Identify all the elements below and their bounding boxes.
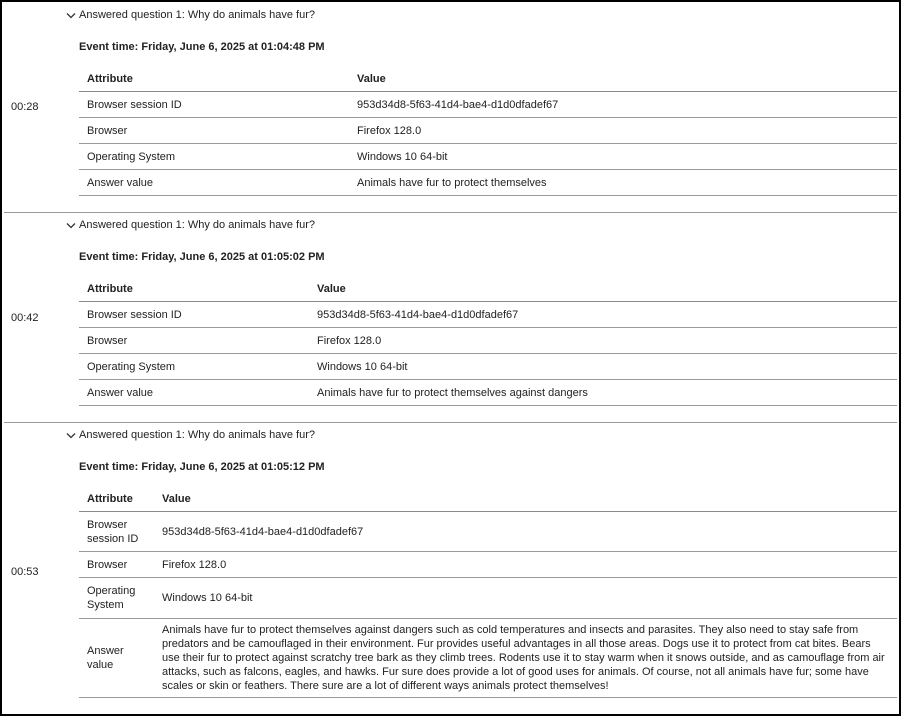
event-entry [4, 4, 897, 213]
attribute-cell: Browser session ID [79, 92, 349, 118]
table-row [79, 118, 897, 144]
attribute-column-header: Attribute [79, 276, 309, 302]
event-content [64, 4, 897, 196]
table-row [79, 380, 897, 406]
table-row [79, 354, 897, 380]
event-time: Event time: Friday, June 6, 2025 at 01:04:48 PM [79, 41, 325, 53]
value-cell: 953d34d8-5f63-41d4-bae4-d1d0dfadef67 [349, 92, 897, 118]
table-header-row [79, 486, 897, 512]
event-entry [4, 214, 897, 423]
elapsed-time: 00:28 [11, 101, 39, 113]
attribute-cell: Answer value [79, 619, 154, 698]
event-header-toggle[interactable] [64, 214, 897, 236]
attribute-column-header: Attribute [79, 486, 154, 512]
event-time: Event time: Friday, June 6, 2025 at 01:05:12 PM [79, 461, 325, 473]
value-column-header: Value [154, 486, 897, 512]
table-row [79, 170, 897, 196]
attribute-cell: Browser session ID [79, 302, 309, 328]
event-time: Event time: Friday, June 6, 2025 at 01:05:02 PM [79, 251, 325, 263]
attribute-cell: Browser [79, 118, 349, 144]
value-cell: Windows 10 64-bit [349, 144, 897, 170]
attribute-column-header: Attribute [79, 66, 349, 92]
table-row [79, 302, 897, 328]
value-cell: Firefox 128.0 [154, 552, 897, 578]
table-row [79, 619, 897, 698]
attribute-cell: Browser session ID [79, 512, 154, 552]
attribute-cell: Answer value [79, 170, 349, 196]
value-cell: Animals have fur to protect themselves against dangers such as cold temperatures and insects and parasites. They also need to stay safe from predators and be camouflaged in their environment. Fur provides useful advantages in all those areas. Dogs use it to protect from cat bites. Bears use their fur to protect against scratchy tree bark as they climb trees. Rodents use it to stay warm when it snows outside, and as camouflage from air attacks, such as falcons, eagles, and hawks. Fur sure does provide a lot of good uses for animals. Of course, not all animals have fur; some have scales or skin or feathers. There sure are a lot of different ways animals protect themselves! [154, 619, 897, 698]
table-row [79, 92, 897, 118]
event-title: Answered question 1: Why do animals have fur? [79, 9, 316, 21]
value-column-header: Value [349, 66, 897, 92]
event-title: Answered question 1: Why do animals have fur? [79, 429, 316, 441]
attribute-table [79, 486, 897, 698]
value-cell: Animals have fur to protect themselves [349, 170, 897, 196]
value-cell: Animals have fur to protect themselves against dangers [309, 380, 897, 406]
elapsed-time: 00:53 [11, 566, 39, 578]
attribute-cell: Operating System [79, 144, 349, 170]
chevron-down-icon[interactable] [64, 8, 78, 22]
value-cell: Windows 10 64-bit [309, 354, 897, 380]
event-header-toggle[interactable] [64, 4, 897, 26]
event-content [64, 214, 897, 406]
event-content [64, 424, 897, 698]
chevron-down-icon[interactable] [64, 428, 78, 442]
value-cell: 953d34d8-5f63-41d4-bae4-d1d0dfadef67 [309, 302, 897, 328]
value-column-header: Value [309, 276, 897, 302]
chevron-down-icon[interactable] [64, 218, 78, 232]
table-row [79, 144, 897, 170]
attribute-cell: Browser [79, 552, 154, 578]
table-header-row [79, 276, 897, 302]
event-header-toggle[interactable] [64, 424, 897, 446]
event-title: Answered question 1: Why do animals have fur? [79, 219, 316, 231]
table-row [79, 328, 897, 354]
value-cell: 953d34d8-5f63-41d4-bae4-d1d0dfadef67 [154, 512, 897, 552]
value-cell: Firefox 128.0 [349, 118, 897, 144]
value-cell: Windows 10 64-bit [154, 578, 897, 619]
attribute-table [79, 66, 897, 196]
table-row [79, 578, 897, 619]
elapsed-time: 00:42 [11, 312, 39, 324]
attribute-cell: Answer value [79, 380, 309, 406]
event-entry [4, 424, 897, 716]
value-cell: Firefox 128.0 [309, 328, 897, 354]
attribute-cell: Operating System [79, 578, 154, 619]
table-row [79, 552, 897, 578]
attribute-cell: Browser [79, 328, 309, 354]
table-row [79, 512, 897, 552]
attribute-table [79, 276, 897, 406]
table-header-row [79, 66, 897, 92]
attribute-cell: Operating System [79, 354, 309, 380]
